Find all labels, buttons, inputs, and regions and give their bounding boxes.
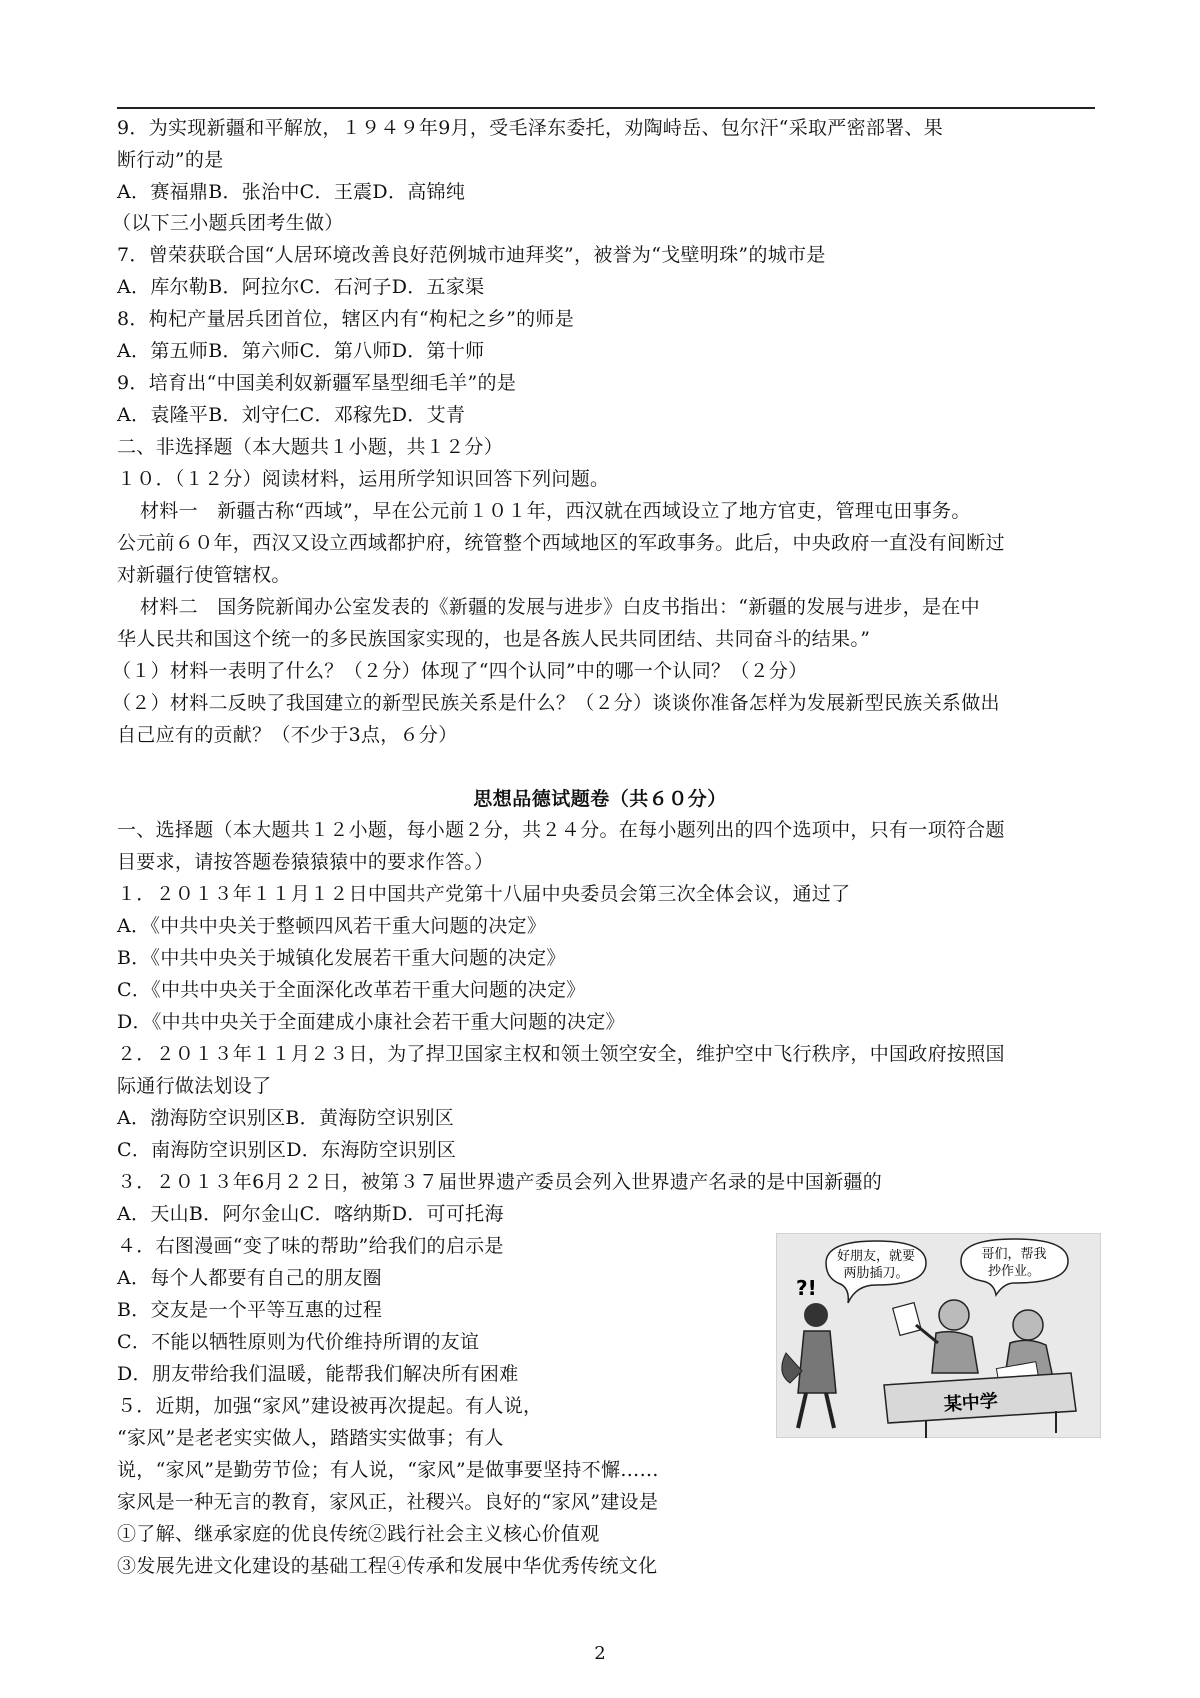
text-line: 7．曾荣获联合国“人居环境改善良好范例城市迪拜奖”，被誉为“戈壁明珠”的城市是 <box>117 244 826 266</box>
text-line: １．２０１３年１１月１２日中国共产党第十八届中央委员会第三次全体会议，通过了 <box>117 883 851 905</box>
bubble-left-line-2: 两肋插刀。 <box>843 1266 909 1281</box>
text-line: A．赛福鼎B．张治中C．王震D．高锦纯 <box>117 181 466 203</box>
text-line: （２）材料二反映了我国建立的新型民族关系是什么？（２分）谈谈你准备怎样为发展新型民族关系做出 <box>112 692 1000 714</box>
text-line: （１）材料一表明了什么？（２分）体现了“四个认同”中的哪一个认同？（２分） <box>112 660 808 682</box>
text-line: 材料二 国务院新闻办公室发表的《新疆的发展与进步》白皮书指出：“新疆的发展与进步，是在中 <box>140 596 980 618</box>
text-line: A．库尔勒B．阿拉尔C．石河子D．五家渠 <box>117 276 485 298</box>
text-line: D．《中共中央关于全面建成小康社会若干重大问题的决定》 <box>117 1011 625 1033</box>
text-line: A．袁隆平B．刘守仁C．邓稼先D．艾青 <box>117 404 466 426</box>
text-line: ５．近期，加强“家风”建设被再次提起。有人说， <box>117 1395 543 1417</box>
text-line: ４．右图漫画“变了味的帮助”给我们的启示是 <box>117 1235 504 1257</box>
text-line: ３．２０１３年6月２２日，被第３７届世界遗产委员会列入世界遗产名录的是中国新疆的 <box>117 1171 883 1193</box>
bubble-right-line-1: 哥们，帮我 <box>981 1247 1047 1262</box>
text-line: ③发展先进文化建设的基础工程④传承和发展中华优秀传统文化 <box>117 1555 658 1577</box>
desk-label: 某中学 <box>943 1390 999 1416</box>
text-line: A．《中共中央关于整顿四风若干重大问题的决定》 <box>117 915 547 937</box>
question-mark: ?! <box>796 1276 817 1300</box>
bubble-left-line-1: 好朋友，就要 <box>836 1249 916 1264</box>
section-title: 思想品德试题卷（共６０分） <box>473 788 727 810</box>
text-line: B．交友是一个平等互惠的过程 <box>117 1299 383 1321</box>
text-line: A．每个人都要有自己的朋友圈 <box>117 1267 382 1289</box>
page-number: 2 <box>594 1643 606 1664</box>
text-line: 对新疆行使管辖权。 <box>117 564 291 586</box>
text-line: 家风是一种无言的教育，家风正，社稷兴。良好的“家风”建设是 <box>117 1491 659 1513</box>
text-line: A．天山B．阿尔金山C．喀纳斯D．可可托海 <box>117 1203 504 1225</box>
text-line: 材料一 新疆古称“西域”，早在公元前１０１年，西汉就在西域设立了地方官吏，管理屯田事务。 <box>140 500 971 522</box>
text-line: 公元前６０年，西汉又设立西域都护府，统管整个西域地区的军政事务。此后，中央政府一直没有间断过 <box>117 532 1005 554</box>
text-line: 一、选择题（本大题共１２小题，每小题２分，共２４分。在每小题列出的四个选项中，只有一项符合题 <box>117 819 1005 841</box>
text-line: 华人民共和国这个统一的多民族国家实现的，也是各族人民共同团结、共同奋斗的结果。” <box>117 628 871 650</box>
text-line: A．第五师B．第六师C．第八师D．第十师 <box>117 340 485 362</box>
text-line: 二、非选择题（本大题共１小题，共１２分） <box>117 436 504 458</box>
header-rule <box>117 107 1095 109</box>
text-line: 说，“家风”是勤劳节俭；有人说，“家风”是做事要坚持不懈…… <box>117 1459 659 1481</box>
text-line: 9．培育出“中国美利奴新疆军垦型细毛羊”的是 <box>117 372 517 394</box>
text-line: （以下三小题兵团考生做） <box>112 212 344 234</box>
text-line: ２．２０１３年１１月２３日，为了捍卫国家主权和领土领空安全，维护空中飞行秩序，中国政府按照国 <box>117 1043 1005 1065</box>
text-line: ①了解、继承家庭的优良传统②践行社会主义核心价值观 <box>117 1523 600 1545</box>
text-line: B．《中共中央关于城镇化发展若干重大问题的决定》 <box>117 947 566 969</box>
text-line: D．朋友带给我们温暖，能帮我们解决所有困难 <box>117 1363 519 1385</box>
text-line: C．不能以牺牲原则为代价维持所谓的友谊 <box>117 1331 480 1353</box>
text-line: 目要求，请按答题卷猿猿猿中的要求作答。） <box>117 851 494 873</box>
text-line: “家风”是老老实实做人，踏踏实实做事；有人 <box>117 1427 504 1449</box>
text-line: 际通行做法划设了 <box>117 1075 272 1097</box>
text-line: 自己应有的贡献？（不少于3点，６分） <box>117 724 458 746</box>
text-line: 9．为实现新疆和平解放，１９４９年9月，受毛泽东委托，劝陶峙岳、包尔汗“采取严密部署、果 <box>117 117 944 139</box>
text-line: C．南海防空识别区D．东海防空识别区 <box>117 1139 457 1161</box>
text-line: C．《中共中央关于全面深化改革若干重大问题的决定》 <box>117 979 586 1001</box>
text-line: １０．（１２分）阅读材料，运用所学知识回答下列问题。 <box>117 468 610 490</box>
text-line: 断行动”的是 <box>117 149 224 171</box>
text-line: 8．枸杞产量居兵团首位，辖区内有“枸杞之乡”的师是 <box>117 308 575 330</box>
cartoon-illustration <box>776 1233 1101 1438</box>
bubble-right-line-2: 抄作业。 <box>987 1264 1041 1279</box>
text-line: A．渤海防空识别区B．黄海防空识别区 <box>117 1107 455 1129</box>
